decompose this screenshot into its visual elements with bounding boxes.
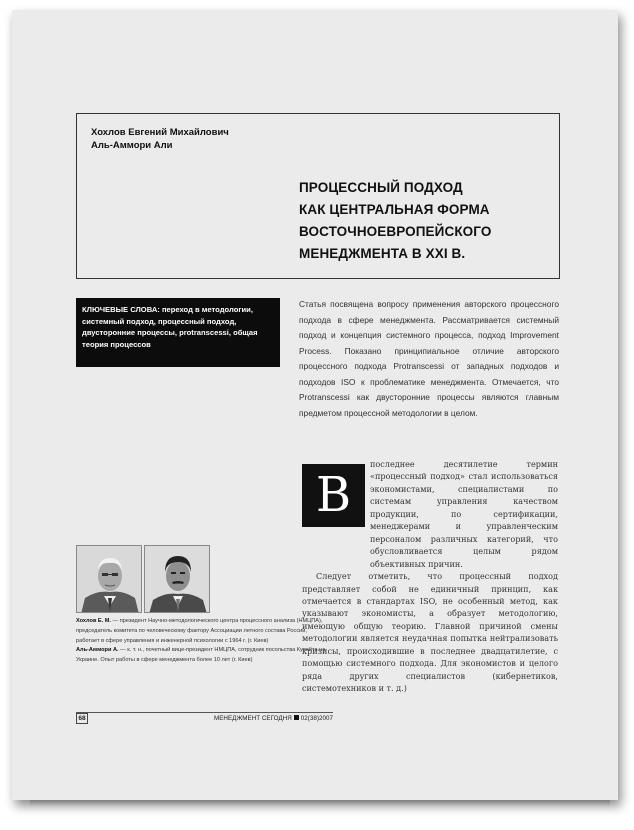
journal-footer [190,714,333,723]
title-line: МЕНЕДЖМЕНТА В XXI В. [299,246,466,261]
bio-text: — президент Научно-методологического центра процессного анализа (НМЦПА), председатель комитета по человеческому фактору Ассоциации летного состава России, работает в сфере управления и инженерной психологии с 1964 г. (г. Киев) [76,618,323,644]
author-bios [76,617,331,666]
author-name: Аль-Аммори Али [91,140,173,151]
author-photo-khokhlov [76,545,142,613]
body-paragraph: Следует отметить, что процессный подход представляет собой не единичный принцип, как отмечается в стандартах ISO, не особенный метод, как указывают экономисты, а образует методологию, имеющую общую теорию. Главной причиной смены методологии является неудачная попытка нейтрализовать кризисы, происходившие в последнее двадцатилетие, с помощью системного подхода. Для экономистов и целого ряда других специалистов (кибернетиков, системотехников и т. д.) [302,571,558,694]
bio-text: — к. т. н., почетный вице-президент НМЦПА, сотрудник посольства Кувейта на Украине. Опыт работы в сфере менеджмента более 10 лет (г. Киев) [76,647,326,664]
keywords-box: КЛЮЧЕВЫЕ СЛОВА: переход в методологии, системный подход, процессный подход, двусторонние процессы, protranscessi, общая теория процессов [76,298,280,367]
author-photo-al-ammori [144,545,210,613]
author-bio [76,646,331,666]
bio-name: Хохлов Е. М. [76,618,111,624]
page-number: 68 [76,713,88,724]
body-paragraph-text: последнее десятилетие термин «процессный подход» стал использоваться экономистами, специалистами по системам управления качеством продукции, по сертификации, менеджерами и управленческим персоналом различных категорий, что обусловливается целым рядом объективных причин. [370,459,558,569]
abstract: Статья посвящена вопросу применения авторского процессного подхода в сфере менеджмента. Рассматривается системный подход и концепция системного процесса, подход Improvement Process. Показано принципиальное отличие авторского процессного подхода Protranscessi от западных подходов и подходов ISO к проблематике менеджмента. Отмечается, что Protranscessi как двусторонние процессы являются главным предметом процессной методологии в целом. [299,299,559,418]
drop-cap: В [302,464,365,527]
journal-name: МЕНЕДЖМЕНТ СЕГОДНЯ [213,715,292,722]
authors-block [91,126,229,152]
author-bio [76,617,331,646]
article-title [299,177,549,265]
author-name: Хохлов Евгений Михайлович [91,127,229,138]
square-bullet-icon [294,715,299,720]
journal-issue: 02(38)2007 [300,715,333,722]
title-line: КАК ЦЕНТРАЛЬНАЯ ФОРМА [299,202,490,217]
title-line: ВОСТОЧНОЕВРОПЕЙСКОГО [299,224,492,239]
footer-rule [76,712,333,713]
title-line: ПРОЦЕССНЫЙ ПОДХОД [299,180,463,195]
bio-name: Аль-Аммори А. [76,647,119,654]
